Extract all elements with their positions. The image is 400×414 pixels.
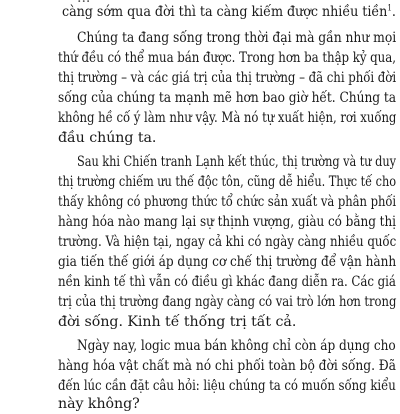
footnote-marker: 1 <box>387 3 392 13</box>
paragraph-2-line-5: trường. Và hiện tại, ngay cả khi có ngày càng nhiều quốc <box>58 234 397 250</box>
paragraph-1-line-1: Chúng ta đang sống trong thời đại mà gần như mọi <box>77 30 397 46</box>
continued-text: càng sớm qua đời thì ta càng kiếm được nhiều tiền <box>62 4 388 20</box>
paragraph-1-line-6: đầu chúng ta. <box>58 130 157 146</box>
paragraph-2-line-9: đời sống. Kinh tế thống trị tất cả. <box>58 314 297 330</box>
continued-line <box>62 2 396 22</box>
paragraph-2-line-7: nền kinh tế thì vẫn có điều gì khác đang diễn ra. Các giá <box>58 274 396 290</box>
paragraph-3-line-1: Ngày nay, logic mua bán không chỉ còn áp dụng cho <box>77 338 396 354</box>
paragraph-2-line-2: thị trường chiếm ưu thế độc tôn, cũng dễ hiểu. Thực tế cho <box>58 174 397 190</box>
paragraph-2-line-6: gia tiến thế giới áp dụng cơ chế thị trường để vận hành <box>58 254 397 270</box>
continued-end: . <box>391 4 396 20</box>
paragraph-1-line-5: không hề cố ý làm như vậy. Mà nó tự xuất hiện, rơi xuống <box>58 110 397 126</box>
paragraph-1-line-2: thứ đều có thể mua bán được. Trong hơn ba thập kỷ qua, <box>58 50 396 66</box>
paragraph-1-line-4: sống của chúng ta mạnh mẽ hơn bao giờ hết. Chúng ta <box>58 90 397 106</box>
paragraph-3-line-4: này không? <box>58 396 140 412</box>
paragraph-2-line-8: trị của thị trường đang ngày càng có vai trò lớn hơn trong <box>58 294 397 310</box>
paragraph-3-line-3: đến lúc cần đặt câu hỏi: liệu chúng ta có muốn sống kiểu <box>58 378 396 394</box>
paragraph-2-line-3: thấy không có phương thức tổ chức sản xuất và phân phối <box>58 194 397 210</box>
paragraph-1-line-3: thị trường – và các giá trị của thị trường – đã chi phối đời <box>58 70 397 86</box>
paragraph-3-line-2: hàng hóa vật chất mà nó chi phối toàn bộ đời sống. Đã <box>58 358 396 374</box>
paragraph-2-line-4: hàng hóa nào mang lại sự thịnh vượng, giàu có bằng thị <box>58 214 396 230</box>
paragraph-2-line-1: Sau khi Chiến tranh Lạnh kết thúc, thị trường và tư duy <box>77 154 396 170</box>
